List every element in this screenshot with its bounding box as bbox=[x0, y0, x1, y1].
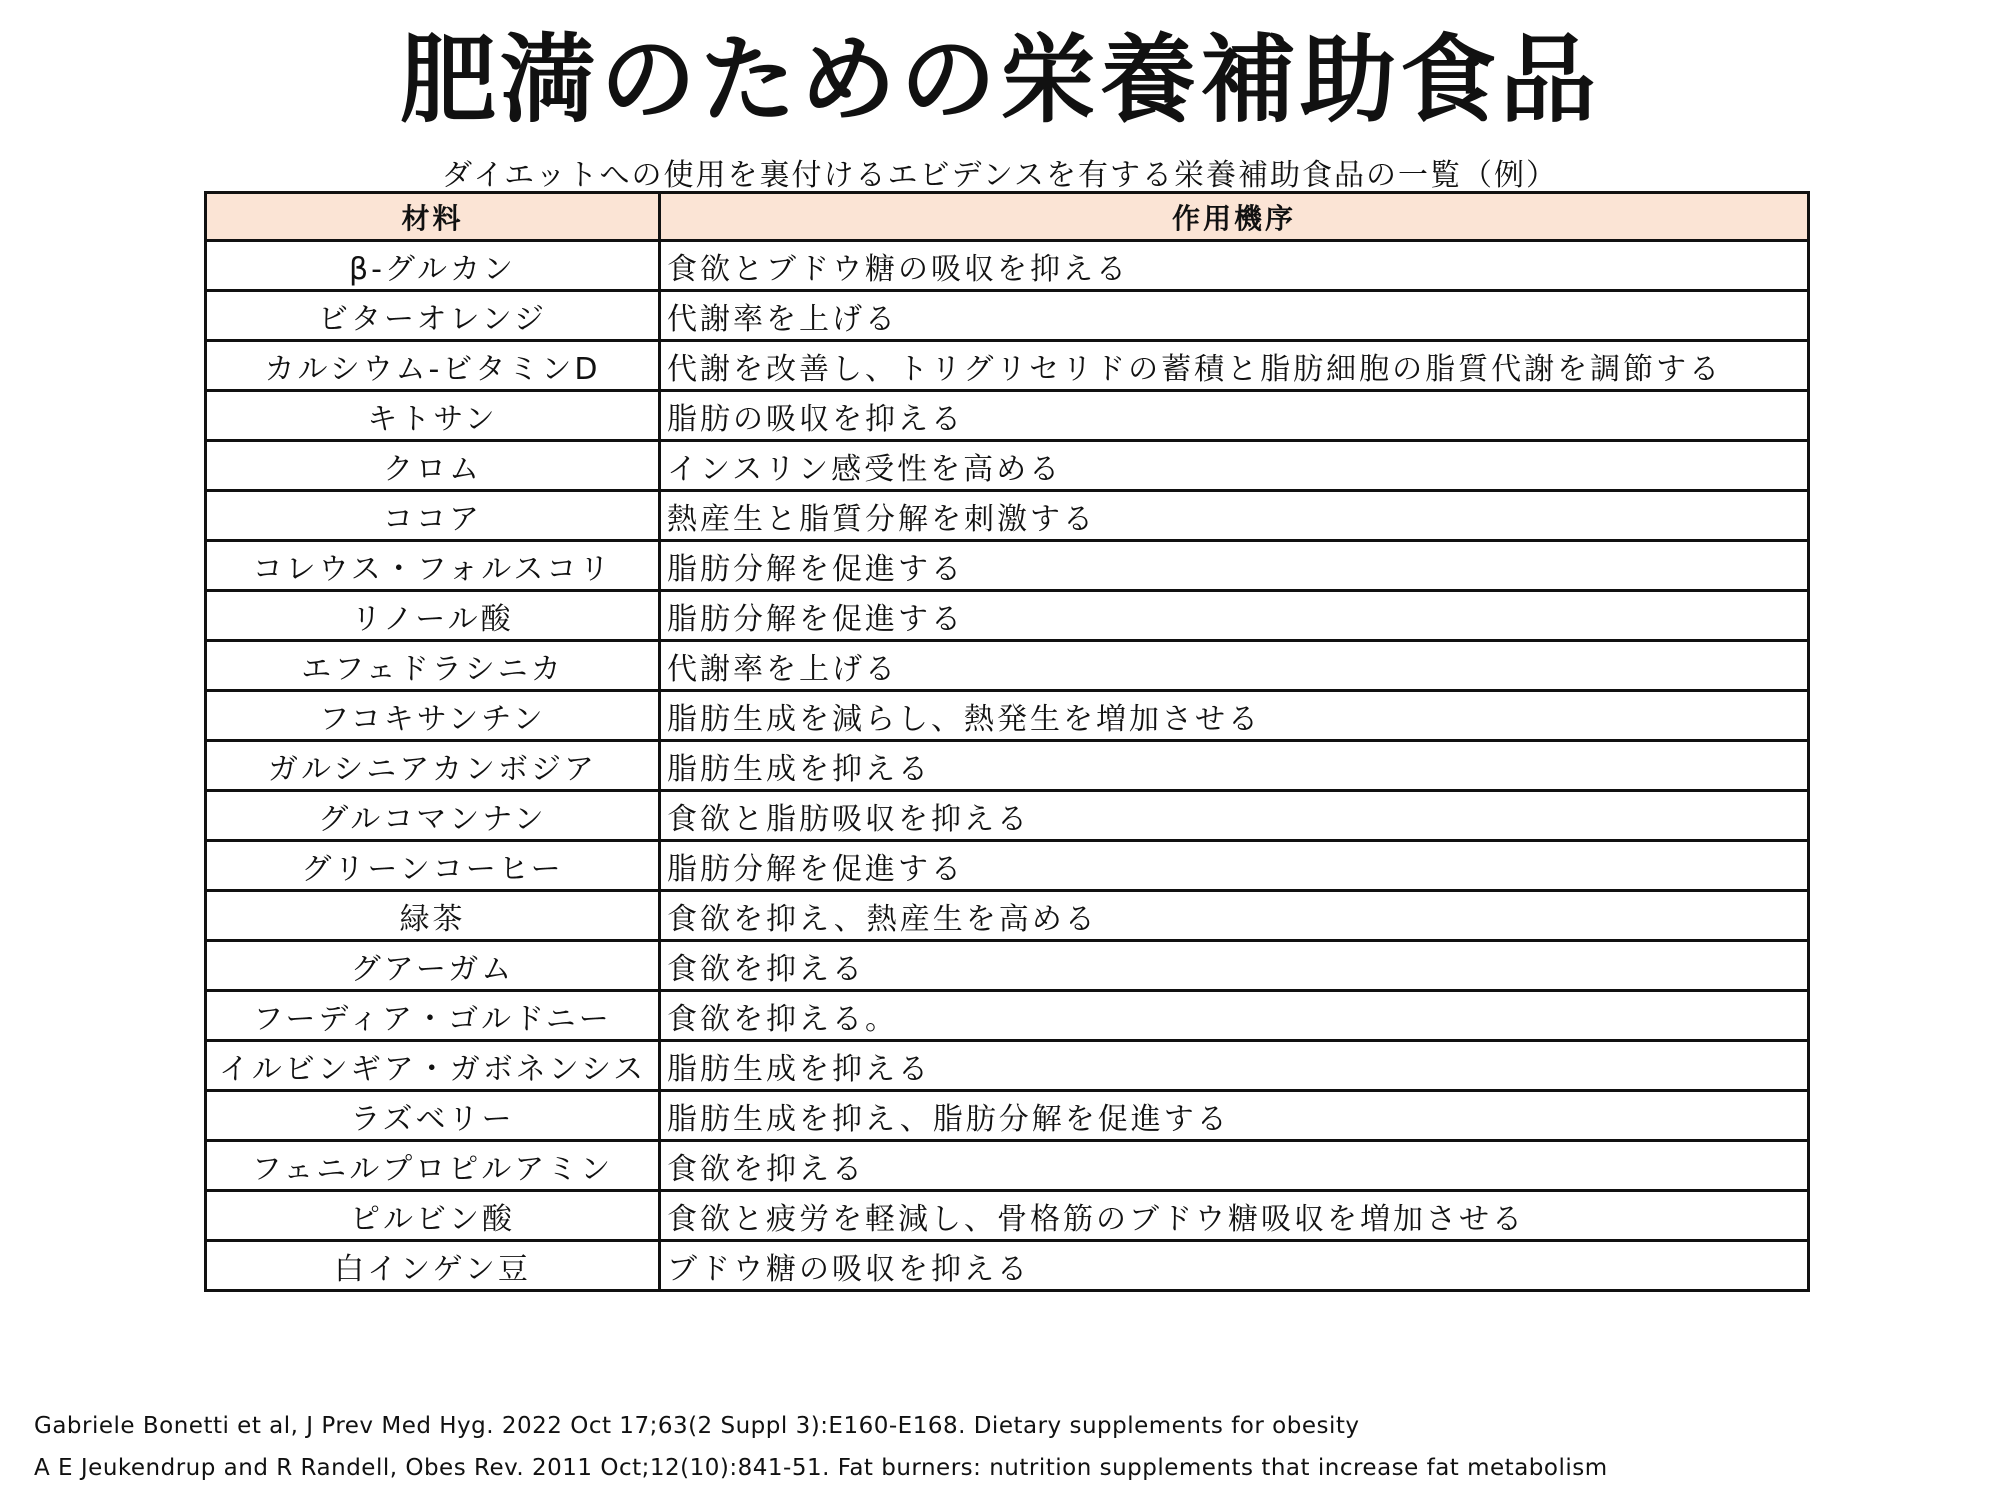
mechanism-cell: 脂肪生成を抑える bbox=[660, 1041, 1809, 1091]
material-cell: クロム bbox=[206, 441, 660, 491]
mechanism-cell: 脂肪分解を促進する bbox=[660, 591, 1809, 641]
table-row bbox=[206, 641, 1809, 691]
table-row bbox=[206, 741, 1809, 791]
mechanism-cell: インスリン感受性を高める bbox=[660, 441, 1809, 491]
mechanism-cell: 脂肪分解を促進する bbox=[660, 541, 1809, 591]
mechanism-cell: 代謝率を上げる bbox=[660, 641, 1809, 691]
material-cell: ラズベリー bbox=[206, 1091, 660, 1141]
material-cell: ビターオレンジ bbox=[206, 291, 660, 341]
mechanism-cell: 食欲と疲労を軽減し、骨格筋のブドウ糖吸収を増加させる bbox=[660, 1191, 1809, 1241]
mechanism-cell: 食欲を抑え、熱産生を高める bbox=[660, 891, 1809, 941]
table-header-row bbox=[206, 193, 1809, 241]
table-row bbox=[206, 941, 1809, 991]
column-header-material: 材料 bbox=[206, 193, 660, 241]
references bbox=[34, 1405, 1608, 1489]
material-cell: β-グルカン bbox=[206, 241, 660, 291]
mechanism-cell: ブドウ糖の吸収を抑える bbox=[660, 1241, 1809, 1291]
material-cell: エフェドラシニカ bbox=[206, 641, 660, 691]
mechanism-cell: 脂肪の吸収を抑える bbox=[660, 391, 1809, 441]
mechanism-cell: 脂肪分解を促進する bbox=[660, 841, 1809, 891]
mechanism-cell: 食欲とブドウ糖の吸収を抑える bbox=[660, 241, 1809, 291]
table-row bbox=[206, 241, 1809, 291]
material-cell: グアーガム bbox=[206, 941, 660, 991]
reference-citation: A E Jeukendrup and R Randell, Obes Rev. 2011 Oct;12(10):841-51. Fat burners: nutrition supplements that increase fat metabolism bbox=[34, 1455, 1608, 1481]
mechanism-cell: 熱産生と脂質分解を刺激する bbox=[660, 491, 1809, 541]
material-cell: グリーンコーヒー bbox=[206, 841, 660, 891]
table-row bbox=[206, 1241, 1809, 1291]
page-subtitle: ダイエットへの使用を裏付けるエビデンスを有する栄養補助食品の一覧（例） bbox=[441, 158, 1559, 193]
table-row bbox=[206, 791, 1809, 841]
material-cell: フコキサンチン bbox=[206, 691, 660, 741]
material-cell: 緑茶 bbox=[206, 891, 660, 941]
mechanism-cell: 代謝を改善し、トリグリセリドの蓄積と脂肪細胞の脂質代謝を調節する bbox=[660, 341, 1809, 391]
table-row bbox=[206, 1091, 1809, 1141]
material-cell: カルシウム-ビタミンD bbox=[206, 341, 660, 391]
mechanism-cell: 食欲と脂肪吸収を抑える bbox=[660, 791, 1809, 841]
material-cell: コレウス・フォルスコリ bbox=[206, 541, 660, 591]
mechanism-cell: 食欲を抑える bbox=[660, 1141, 1809, 1191]
table-row bbox=[206, 491, 1809, 541]
material-cell: ガルシニアカンボジア bbox=[206, 741, 660, 791]
material-cell: ピルビン酸 bbox=[206, 1191, 660, 1241]
column-header-mechanism: 作用機序 bbox=[660, 193, 1809, 241]
table-row bbox=[206, 291, 1809, 341]
material-cell: グルコマンナン bbox=[206, 791, 660, 841]
supplements-table-container bbox=[204, 191, 1807, 1292]
mechanism-cell: 脂肪生成を減らし、熱発生を増加させる bbox=[660, 691, 1809, 741]
page-title: 肥満のための栄養補助食品 bbox=[400, 24, 1600, 136]
table-row bbox=[206, 591, 1809, 641]
mechanism-cell: 食欲を抑える。 bbox=[660, 991, 1809, 1041]
supplements-table bbox=[204, 191, 1810, 1292]
table-row bbox=[206, 841, 1809, 891]
table-row bbox=[206, 341, 1809, 391]
mechanism-cell: 脂肪生成を抑える bbox=[660, 741, 1809, 791]
table-row bbox=[206, 541, 1809, 591]
table-row bbox=[206, 891, 1809, 941]
material-cell: 白インゲン豆 bbox=[206, 1241, 660, 1291]
table-row bbox=[206, 1041, 1809, 1091]
material-cell: キトサン bbox=[206, 391, 660, 441]
table-row bbox=[206, 991, 1809, 1041]
table-row bbox=[206, 1141, 1809, 1191]
material-cell: ココア bbox=[206, 491, 660, 541]
mechanism-cell: 代謝率を上げる bbox=[660, 291, 1809, 341]
material-cell: イルビンギア・ガボネンシス bbox=[206, 1041, 660, 1091]
material-cell: リノール酸 bbox=[206, 591, 660, 641]
reference-citation: Gabriele Bonetti et al, J Prev Med Hyg. 2022 Oct 17;63(2 Suppl 3):E160-E168. Dietary supplements for obesity bbox=[34, 1413, 1360, 1439]
table-row bbox=[206, 691, 1809, 741]
table-row bbox=[206, 1191, 1809, 1241]
material-cell: フーディア・ゴルドニー bbox=[206, 991, 660, 1041]
mechanism-cell: 脂肪生成を抑え、脂肪分解を促進する bbox=[660, 1091, 1809, 1141]
mechanism-cell: 食欲を抑える bbox=[660, 941, 1809, 991]
table-row bbox=[206, 441, 1809, 491]
material-cell: フェニルプロピルアミン bbox=[206, 1141, 660, 1191]
table-row bbox=[206, 391, 1809, 441]
